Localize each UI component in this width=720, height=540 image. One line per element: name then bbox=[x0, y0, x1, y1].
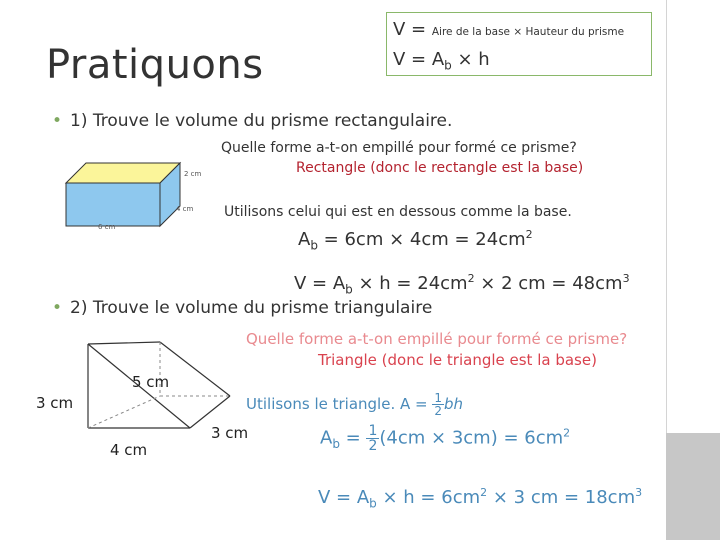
prism2-base-label: 4 cm bbox=[110, 441, 148, 459]
question-2-bullet: • 2) Trouve le volume du prisme triangulaire bbox=[52, 298, 433, 318]
q1-instruction: Utilisons celui qui est en dessous comme la base. bbox=[224, 204, 572, 220]
slide-title: Pratiquons bbox=[46, 42, 264, 88]
prism1-height-label: 2 cm bbox=[184, 170, 202, 178]
q2-question: Quelle forme a-t-on empillé pour formé ce prisme? bbox=[246, 330, 628, 348]
prism1-depth-label: 4 cm bbox=[176, 205, 194, 213]
formula-line-2: $V = A_b \times h$ bbox=[393, 49, 490, 73]
q2-base-area: $A_b$ = $\frac{1}{2}$ $(4cm \times 3cm) = 6cm^2$ bbox=[320, 423, 571, 454]
prism2-hyp-label: 5 cm bbox=[132, 373, 170, 391]
prism2-length-label: 3 cm bbox=[211, 424, 249, 442]
q2-volume: $V = A_b \times h = 6cm^2 \times 3$ cm = $18cm^3$ bbox=[318, 486, 643, 511]
q2-instruction: Utilisons le triangle. A = $\frac{1}{2}$ bh bbox=[246, 391, 464, 418]
volume-formula-box bbox=[386, 12, 652, 76]
side-gray-block bbox=[666, 433, 720, 540]
q2-area-fraction: $\frac{1}{2}$ bbox=[368, 423, 378, 454]
prism1-length-label: 6 cm bbox=[98, 223, 116, 231]
q1-base-area: $A_b = 6cm \times 4cm = 24cm^2$ bbox=[298, 228, 533, 253]
q2-answer: Triangle (donc le triangle est la base) bbox=[318, 351, 597, 369]
q2-half-fraction: $\frac{1}{2}$ bbox=[434, 391, 442, 418]
q1-answer: Rectangle (donc le rectangle est la base) bbox=[296, 160, 584, 176]
q1-volume: $V = A_b \times h = 24cm^2 \times 2$ cm = $48cm^3$ bbox=[294, 272, 630, 297]
question-1-bullet: • 1) Trouve le volume du prisme rectangulaire. bbox=[52, 111, 453, 131]
slide-side-decoration bbox=[666, 0, 720, 540]
q1-question: Quelle forme a-t-on empillé pour formé ce prisme? bbox=[221, 140, 577, 156]
prism2-left-label: 3 cm bbox=[36, 394, 74, 412]
formula-line-1: V = Aire de la base × Hauteur du prisme bbox=[393, 19, 625, 40]
